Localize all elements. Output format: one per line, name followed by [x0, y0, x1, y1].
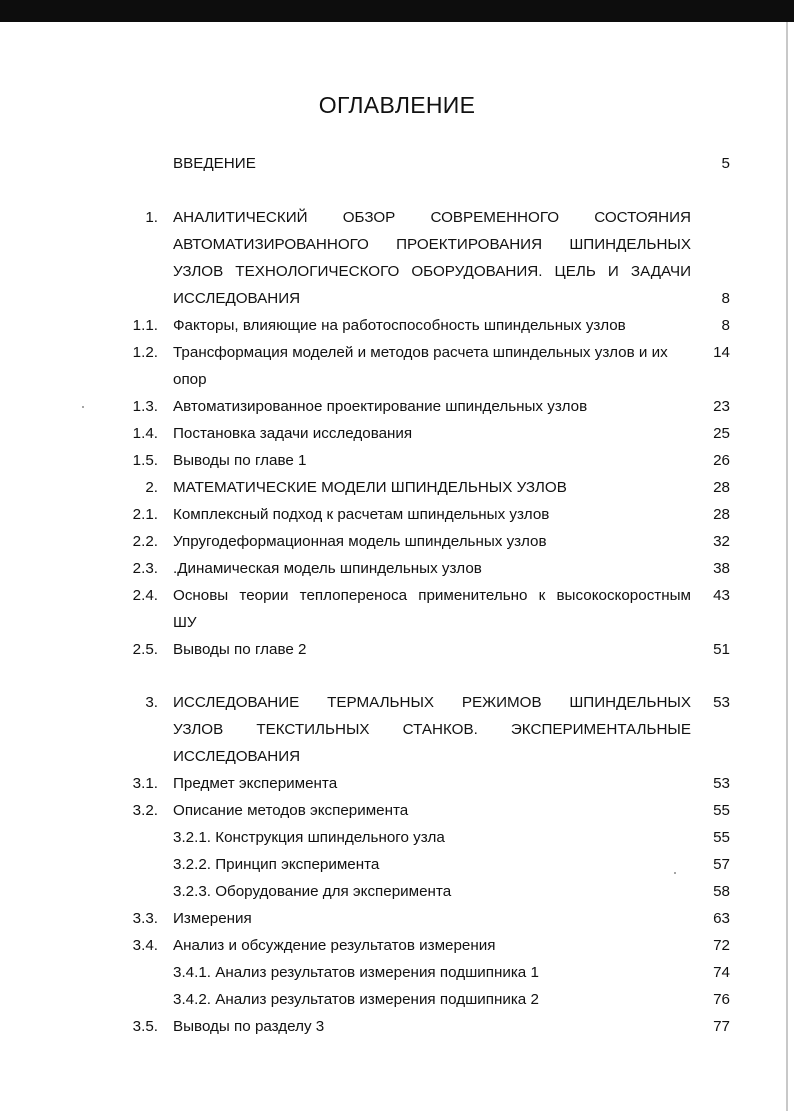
toc-entry-title: 3.2.2. Принцип эксперимента — [173, 856, 380, 873]
toc-entry — [0, 501, 794, 528]
toc-entry-title: Анализ и обсуждение результатов измерения — [173, 937, 496, 954]
toc-subentry — [0, 986, 794, 1013]
toc-entry-page: 28 — [713, 506, 730, 523]
toc-entry-title: АНАЛИТИЧЕСКИЙ ОБЗОР СОВРЕМЕННОГО СОСТОЯНИЯ — [173, 209, 691, 226]
toc-entry-continuation — [0, 231, 794, 258]
toc-entry-title: Комплексный подход к расчетам шпиндельных узлов — [173, 506, 550, 523]
toc-entry — [0, 770, 794, 797]
toc-entry-page: 76 — [713, 991, 730, 1008]
toc-entry-title: ИССЛЕДОВАНИЯ — [173, 290, 301, 307]
toc-subentry — [0, 878, 794, 905]
toc-entry-page: 38 — [713, 560, 730, 577]
toc-entry-page: 5 — [721, 155, 730, 172]
toc-entry-page: 25 — [713, 425, 730, 442]
toc-entry — [0, 582, 794, 609]
toc-entry — [0, 150, 794, 177]
toc-entry-title: Основы теории теплопереноса применительно к высокоскоростным — [173, 587, 691, 604]
toc-entry — [0, 555, 794, 582]
toc-entry-number: 3.2. — [132, 802, 158, 819]
toc-entry-continuation — [0, 258, 794, 285]
toc-entry — [0, 474, 794, 501]
toc-entry — [0, 420, 794, 447]
toc-entry-page: 32 — [713, 533, 730, 550]
toc-entry-page: 74 — [713, 964, 730, 981]
toc-entry — [0, 689, 794, 716]
toc-entry — [0, 636, 794, 663]
toc-entry-number: 2.2. — [132, 533, 158, 550]
toc-entry-title: УЗЛОВ ТЕХНОЛОГИЧЕСКОГО ОБОРУДОВАНИЯ. ЦЕЛЬ И ЗАДАЧИ — [173, 263, 691, 280]
toc-entry — [0, 797, 794, 824]
toc-entry-page: 28 — [713, 479, 730, 496]
scan-top-border — [0, 0, 794, 22]
toc-entry-title: Факторы, влияющие на работоспособность шпиндельных узлов — [173, 317, 626, 334]
toc-entry-title: ИССЛЕДОВАНИЕ ТЕРМАЛЬНЫХ РЕЖИМОВ ШПИНДЕЛЬНЫХ — [173, 694, 691, 711]
toc-entry-page: 43 — [713, 587, 730, 604]
toc-entry-number: 2. — [145, 479, 158, 496]
toc-entry-title: ВВЕДЕНИЕ — [173, 155, 256, 172]
toc-entry-number: 1.1. — [132, 317, 158, 334]
toc-subentry — [0, 959, 794, 986]
toc-entry-title: 3.4.2. Анализ результатов измерения подшипника 2 — [173, 991, 539, 1008]
toc-entry-number: 2.4. — [132, 587, 158, 604]
toc-entry-title: АВТОМАТИЗИРОВАННОГО ПРОЕКТИРОВАНИЯ ШПИНДЕЛЬНЫХ — [173, 236, 691, 253]
toc-entry — [0, 339, 794, 366]
toc-entry-continuation — [0, 285, 794, 312]
toc-entry — [0, 932, 794, 959]
toc-entry — [0, 1013, 794, 1040]
toc-entry — [0, 447, 794, 474]
toc-entry-title: опор — [173, 371, 207, 388]
toc-entry-page: 72 — [713, 937, 730, 954]
toc-entry-title: УЗЛОВ ТЕКСТИЛЬНЫХ СТАНКОВ. ЭКСПЕРИМЕНТАЛЬНЫЕ — [173, 721, 691, 738]
toc-entry-title: Выводы по главе 1 — [173, 452, 307, 469]
toc-entry-number: 3. — [145, 694, 158, 711]
toc-entry — [0, 905, 794, 932]
toc-entry-page: 55 — [713, 829, 730, 846]
toc-entry-continuation — [0, 366, 794, 393]
toc-subentry — [0, 851, 794, 878]
toc-entry-title: 3.2.1. Конструкция шпиндельного узла — [173, 829, 445, 846]
toc-entry-number: 1. — [145, 209, 158, 226]
toc-entry-continuation — [0, 716, 794, 743]
toc-entry-page: 57 — [713, 856, 730, 873]
toc-entry-page: 63 — [713, 910, 730, 927]
toc-entry-number: 1.4. — [132, 425, 158, 442]
toc-entry-number: 3.1. — [132, 775, 158, 792]
toc-entry — [0, 204, 794, 231]
toc-entry-title: Трансформация моделей и методов расчета шпиндельных узлов и их — [173, 344, 668, 361]
toc-entry — [0, 393, 794, 420]
toc-entry-page: 55 — [713, 802, 730, 819]
toc-entry-number: 2.5. — [132, 641, 158, 658]
toc-entry-title: Предмет эксперимента — [173, 775, 338, 792]
toc-entry-page: 23 — [713, 398, 730, 415]
toc-entry-page: 8 — [721, 317, 730, 334]
page-title: ОГЛАВЛЕНИЕ — [318, 92, 476, 118]
toc-entry-title: ИССЛЕДОВАНИЯ — [173, 748, 301, 765]
toc-entry-title: Упругодеформационная модель шпиндельных узлов — [173, 533, 547, 550]
toc-entry-page: 26 — [713, 452, 730, 469]
toc-entry-page: 58 — [713, 883, 730, 900]
toc-entry-continuation — [0, 743, 794, 770]
toc-entry — [0, 528, 794, 555]
toc-entry-number: 3.5. — [132, 1018, 158, 1035]
toc-entry-title: Выводы по главе 2 — [173, 641, 307, 658]
toc-entry-number: 1.5. — [132, 452, 158, 469]
toc-entry-page: 53 — [713, 694, 730, 711]
toc-entry-title: 3.2.3. Оборудование для эксперимента — [173, 883, 452, 900]
toc-subentry — [0, 824, 794, 851]
toc-entry-title: Описание методов эксперимента — [173, 802, 409, 819]
toc-entry-number: 1.2. — [132, 344, 158, 361]
toc-entry-title: Постановка задачи исследования — [173, 425, 413, 442]
toc-entry-number: 3.4. — [132, 937, 158, 954]
toc-entry-title: Измерения — [173, 910, 252, 927]
toc-entry-title: ШУ — [173, 614, 197, 631]
toc-entry-page: 77 — [713, 1018, 730, 1035]
toc-entry-title: Автоматизированное проектирование шпиндельных узлов — [173, 398, 588, 415]
toc-entry-number: 1.3. — [132, 398, 158, 415]
toc-entry-page: 14 — [713, 344, 730, 361]
toc-entry-page: 53 — [713, 775, 730, 792]
toc-entry-title: МАТЕМАТИЧЕСКИЕ МОДЕЛИ ШПИНДЕЛЬНЫХ УЗЛОВ — [173, 479, 567, 496]
toc-entry — [0, 312, 794, 339]
toc-entry-page: 8 — [721, 290, 730, 307]
toc-entry-page: 51 — [713, 641, 730, 658]
toc-entry-title: Выводы по разделу 3 — [173, 1018, 325, 1035]
toc-entry-number: 2.3. — [132, 560, 158, 577]
toc-entry-title: .Динамическая модель шпиндельных узлов — [173, 560, 482, 577]
toc-entry-continuation — [0, 609, 794, 636]
toc-entry-number: 2.1. — [132, 506, 158, 523]
toc-entry-number: 3.3. — [132, 910, 158, 927]
toc-entry-title: 3.4.1. Анализ результатов измерения подшипника 1 — [173, 964, 539, 981]
